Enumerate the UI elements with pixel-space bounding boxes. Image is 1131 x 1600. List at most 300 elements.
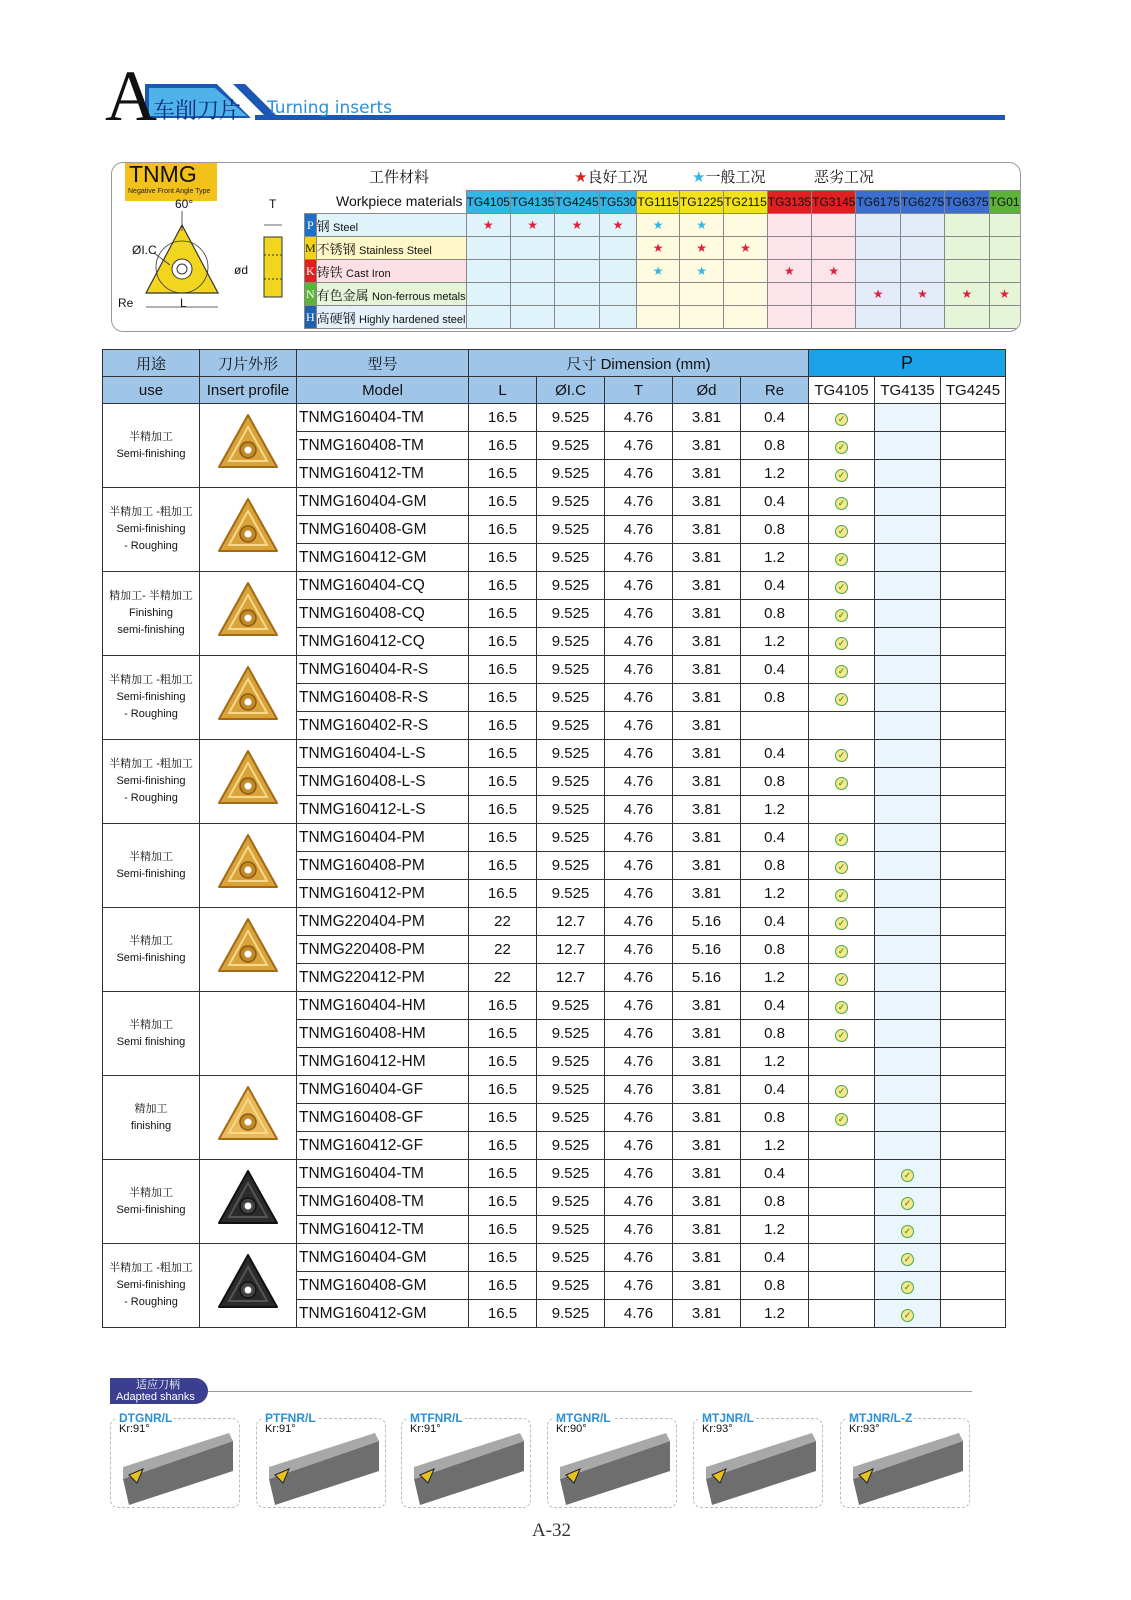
available-check-icon: ✓ bbox=[835, 1001, 848, 1014]
dim-ic-cell: 9.525 bbox=[537, 432, 605, 460]
grade-availability-cell bbox=[941, 1020, 1006, 1048]
dim-d-cell: 3.81 bbox=[673, 1048, 741, 1076]
material-letter: H bbox=[305, 306, 317, 329]
material-grade-cell bbox=[724, 306, 767, 329]
table-row bbox=[103, 488, 1006, 516]
dim-L-cell: 16.5 bbox=[469, 1048, 537, 1076]
model-cell: TNMG160404-GM bbox=[297, 488, 469, 516]
grade-availability-cell bbox=[941, 768, 1006, 796]
dim-L-cell: 16.5 bbox=[469, 824, 537, 852]
header-use-cn: 用途 bbox=[103, 350, 200, 377]
dim-ic-cell: 9.525 bbox=[537, 740, 605, 768]
dim-t-cell: 4.76 bbox=[605, 1244, 673, 1272]
legend-bad: 恶劣工况 bbox=[814, 169, 875, 186]
legend-general: ★一般工况 bbox=[692, 169, 766, 186]
grade-header: TG6175 bbox=[856, 191, 900, 214]
grade-availability-cell bbox=[941, 964, 1006, 992]
dim-re-cell: 0.8 bbox=[741, 432, 809, 460]
good-condition-star-icon: ★ bbox=[571, 218, 583, 232]
dim-re-cell: 0.4 bbox=[741, 488, 809, 516]
dim-ic-cell: 9.525 bbox=[537, 880, 605, 908]
grade-availability-cell bbox=[809, 684, 875, 712]
dim-d-cell: 3.81 bbox=[673, 600, 741, 628]
grade-availability-cell bbox=[941, 1132, 1006, 1160]
use-label: 半精加工 bbox=[129, 850, 173, 863]
grade-availability-cell bbox=[941, 404, 1006, 432]
model-cell: TNMG160404-GM bbox=[297, 1244, 469, 1272]
dim-t-cell: 4.76 bbox=[605, 992, 673, 1020]
dim-re-cell: 0.4 bbox=[741, 404, 809, 432]
material-name-en: Stainless Steel bbox=[359, 244, 432, 257]
material-row bbox=[305, 237, 1021, 260]
use-cell bbox=[103, 1160, 200, 1244]
material-grade-cell bbox=[900, 214, 944, 237]
dim-re-cell: 1.2 bbox=[741, 1300, 809, 1328]
grade-availability-cell bbox=[941, 1188, 1006, 1216]
available-check-icon: ✓ bbox=[835, 973, 848, 986]
material-grade-cell bbox=[989, 260, 1020, 283]
header-grade: TG4105 bbox=[809, 377, 875, 404]
grade-availability-cell bbox=[875, 460, 941, 488]
shank-kr: Kr:90° bbox=[556, 1423, 587, 1435]
insert-profile-cell bbox=[200, 656, 297, 740]
table-row bbox=[103, 1244, 1006, 1272]
material-row bbox=[305, 306, 1021, 329]
material-letter: P bbox=[305, 214, 317, 237]
available-check-icon: ✓ bbox=[835, 1113, 848, 1126]
material-grade-cell bbox=[945, 260, 989, 283]
grade-availability-cell bbox=[809, 404, 875, 432]
dim-d-cell: 3.81 bbox=[673, 684, 741, 712]
grade-availability-cell bbox=[809, 460, 875, 488]
grade-availability-cell bbox=[875, 1076, 941, 1104]
material-grade-cell bbox=[599, 237, 637, 260]
use-label: - Roughing bbox=[124, 1296, 178, 1308]
model-cell: TNMG160404-GF bbox=[297, 1076, 469, 1104]
material-grade-cell bbox=[555, 237, 599, 260]
material-grade-cell bbox=[599, 214, 637, 237]
available-check-icon: ✓ bbox=[835, 945, 848, 958]
insert-profile-cell bbox=[200, 1076, 297, 1160]
good-condition-star-icon: ★ bbox=[482, 218, 494, 232]
material-grade-cell bbox=[555, 260, 599, 283]
material-grade-cell bbox=[856, 260, 900, 283]
dim-L-cell: 16.5 bbox=[469, 1104, 537, 1132]
shank-kr: Kr:91° bbox=[265, 1423, 296, 1435]
dim-L-cell: 16.5 bbox=[469, 1300, 537, 1328]
available-check-icon: ✓ bbox=[835, 861, 848, 874]
grade-availability-cell bbox=[809, 1132, 875, 1160]
available-check-icon: ✓ bbox=[835, 637, 848, 650]
shank-name: DTGNR/L bbox=[119, 1411, 173, 1425]
grade-availability-cell bbox=[941, 488, 1006, 516]
dim-ic-cell: 9.525 bbox=[537, 404, 605, 432]
material-grade-cell bbox=[679, 237, 723, 260]
dim-d-cell: 5.16 bbox=[673, 936, 741, 964]
dim-L-cell: 16.5 bbox=[469, 1216, 537, 1244]
use-label: Semi-finishing bbox=[116, 775, 186, 787]
grade-availability-cell bbox=[875, 1020, 941, 1048]
grade-availability-cell bbox=[875, 880, 941, 908]
material-grade-cell bbox=[510, 283, 554, 306]
available-check-icon: ✓ bbox=[835, 413, 848, 426]
material-grade-cell bbox=[637, 214, 680, 237]
dim-d-cell: 3.81 bbox=[673, 656, 741, 684]
model-cell: TNMG160412-GM bbox=[297, 544, 469, 572]
material-grade-cell bbox=[812, 214, 856, 237]
dim-t-cell: 4.76 bbox=[605, 572, 673, 600]
grade-availability-cell bbox=[941, 544, 1006, 572]
material-grade-cell bbox=[767, 237, 811, 260]
material-name bbox=[316, 237, 466, 260]
dim-t-cell: 4.76 bbox=[605, 1048, 673, 1076]
material-grade-cell bbox=[679, 283, 723, 306]
dim-L-cell: 16.5 bbox=[469, 1244, 537, 1272]
material-grade-cell bbox=[767, 283, 811, 306]
use-label: finishing bbox=[130, 1119, 172, 1132]
shanks-label-cn: 适应刀柄 bbox=[136, 1379, 180, 1391]
available-check-icon: ✓ bbox=[835, 693, 848, 706]
grade-availability-cell bbox=[875, 432, 941, 460]
dim-t-cell: 4.76 bbox=[605, 1216, 673, 1244]
model-cell: TNMG160408-HM bbox=[297, 1020, 469, 1048]
dim-ic-cell: 9.525 bbox=[537, 852, 605, 880]
dim-ic-cell: 9.525 bbox=[537, 1020, 605, 1048]
dim-t-cell: 4.76 bbox=[605, 1104, 673, 1132]
dim-t-cell: 4.76 bbox=[605, 1132, 673, 1160]
use-label: 半精加工 -粗加工 bbox=[109, 506, 193, 518]
table-row bbox=[103, 1160, 1006, 1188]
dim-t-cell: 4.76 bbox=[605, 712, 673, 740]
header-profile-en: Insert profile bbox=[200, 377, 297, 404]
material-grade-cell bbox=[767, 306, 811, 329]
grade-availability-cell bbox=[941, 628, 1006, 656]
model-cell: TNMG160404-TM bbox=[297, 404, 469, 432]
material-grade-cell bbox=[856, 214, 900, 237]
available-check-icon: ✓ bbox=[835, 553, 848, 566]
dim-d-cell: 3.81 bbox=[673, 544, 741, 572]
insert-profile-cell bbox=[200, 488, 297, 572]
use-cell bbox=[103, 740, 200, 824]
material-grade-cell bbox=[599, 260, 637, 283]
material-grade-cell bbox=[767, 214, 811, 237]
grade-availability-cell bbox=[809, 1300, 875, 1328]
model-cell: TNMG160404-HM bbox=[297, 992, 469, 1020]
dim-re-cell: 0.8 bbox=[741, 600, 809, 628]
shank-card[interactable] bbox=[110, 1411, 240, 1508]
dim-ic-cell: 9.525 bbox=[537, 1104, 605, 1132]
dim-d-cell: 5.16 bbox=[673, 964, 741, 992]
gold-insert-icon bbox=[213, 829, 283, 899]
grade-header: TG4245 bbox=[555, 191, 599, 214]
dim-angle: 60° bbox=[175, 197, 194, 211]
dim-ic-cell: 9.525 bbox=[537, 684, 605, 712]
dim-re-cell: 1.2 bbox=[741, 964, 809, 992]
model-cell: TNMG160404-L-S bbox=[297, 740, 469, 768]
grade-availability-cell bbox=[875, 712, 941, 740]
material-name-en: Highly hardened steel bbox=[359, 313, 466, 326]
dim-re-cell: 0.4 bbox=[741, 656, 809, 684]
grade-availability-cell bbox=[809, 880, 875, 908]
dim-d-cell: 3.81 bbox=[673, 1160, 741, 1188]
dim-d-cell: 3.81 bbox=[673, 628, 741, 656]
use-label: - Roughing bbox=[124, 708, 178, 720]
grade-availability-cell bbox=[809, 740, 875, 768]
dim-L-cell: 16.5 bbox=[469, 1132, 537, 1160]
dim-re-cell: 1.2 bbox=[741, 1216, 809, 1244]
dim-re-cell: 0.8 bbox=[741, 1104, 809, 1132]
material-grade-cell bbox=[900, 306, 944, 329]
shank-card[interactable] bbox=[840, 1411, 970, 1508]
use-label: semi-finishing bbox=[117, 624, 185, 636]
dim-re-cell: 0.8 bbox=[741, 516, 809, 544]
grade-header: TG6275 bbox=[900, 191, 944, 214]
use-cell bbox=[103, 572, 200, 656]
table-row bbox=[103, 740, 1006, 768]
model-cell: TNMG160412-HM bbox=[297, 1048, 469, 1076]
material-grade-cell bbox=[856, 237, 900, 260]
header-use-en: use bbox=[103, 377, 200, 404]
grade-availability-cell bbox=[809, 1104, 875, 1132]
grade-header: TG4105 bbox=[466, 191, 510, 214]
material-grade-cell bbox=[900, 283, 944, 306]
material-grade-cell bbox=[599, 283, 637, 306]
material-grade-cell bbox=[900, 237, 944, 260]
header-graphic bbox=[105, 66, 1030, 130]
material-grade-cell bbox=[724, 214, 767, 237]
dim-ic-cell: 9.525 bbox=[537, 1188, 605, 1216]
good-condition-star-icon: ★ bbox=[917, 287, 928, 301]
dim-ic-cell: 9.525 bbox=[537, 824, 605, 852]
grade-availability-cell bbox=[875, 740, 941, 768]
dim-re-cell: 0.8 bbox=[741, 1188, 809, 1216]
dim-L-cell: 16.5 bbox=[469, 488, 537, 516]
gold-insert-icon bbox=[213, 913, 283, 983]
header-grade: TG4245 bbox=[941, 377, 1006, 404]
dim-ic-cell: 9.525 bbox=[537, 544, 605, 572]
dim-d-cell: 3.81 bbox=[673, 1272, 741, 1300]
dim-ic-cell: 9.525 bbox=[537, 1160, 605, 1188]
model-cell: TNMG160408-R-S bbox=[297, 684, 469, 712]
shank-card[interactable] bbox=[693, 1411, 823, 1508]
model-cell: TNMG160408-GM bbox=[297, 516, 469, 544]
dim-L-cell: 16.5 bbox=[469, 1160, 537, 1188]
dim-t-cell: 4.76 bbox=[605, 600, 673, 628]
grade-availability-cell bbox=[875, 992, 941, 1020]
use-cell bbox=[103, 1076, 200, 1160]
material-row bbox=[305, 283, 1021, 306]
available-check-icon: ✓ bbox=[835, 889, 848, 902]
dim-d-cell: 3.81 bbox=[673, 1188, 741, 1216]
grade-availability-cell bbox=[875, 572, 941, 600]
material-grade-cell bbox=[812, 283, 856, 306]
grade-availability-cell bbox=[941, 600, 1006, 628]
grade-availability-cell bbox=[941, 1300, 1006, 1328]
material-name bbox=[316, 214, 466, 237]
material-grade-cell bbox=[945, 283, 989, 306]
use-label: - Roughing bbox=[124, 540, 178, 552]
material-name-en: Cast Iron bbox=[346, 267, 391, 280]
material-grade-cell bbox=[555, 283, 599, 306]
shank-kr: Kr:91° bbox=[410, 1423, 441, 1435]
dim-ic-cell: 9.525 bbox=[537, 1132, 605, 1160]
use-label: Semi-finishing bbox=[116, 691, 186, 703]
dim-d-cell: 3.81 bbox=[673, 712, 741, 740]
dim-re-cell: 1.2 bbox=[741, 544, 809, 572]
model-cell: TNMG220404-PM bbox=[297, 908, 469, 936]
grade-availability-cell bbox=[875, 404, 941, 432]
grade-header: TG01 bbox=[989, 191, 1020, 214]
grade-availability-cell bbox=[809, 572, 875, 600]
material-name bbox=[316, 283, 466, 306]
grade-header: TG1225 bbox=[679, 191, 723, 214]
grade-availability-cell bbox=[875, 656, 941, 684]
dim-d-cell: 3.81 bbox=[673, 1076, 741, 1104]
insert-profile-cell bbox=[200, 992, 297, 1076]
header-l: L bbox=[469, 377, 537, 404]
dim-L-cell: 16.5 bbox=[469, 1272, 537, 1300]
dim-re-cell: 1.2 bbox=[741, 628, 809, 656]
legend-good-label: 良好工况 bbox=[587, 169, 648, 186]
grade-availability-cell bbox=[941, 936, 1006, 964]
material-letter: K bbox=[305, 260, 317, 283]
dim-re-cell: 0.8 bbox=[741, 768, 809, 796]
good-condition-star-icon: ★ bbox=[612, 218, 624, 232]
materials-table bbox=[304, 190, 1021, 329]
use-cell bbox=[103, 824, 200, 908]
insert-profile-cell bbox=[200, 404, 297, 488]
dim-ic-cell: 9.525 bbox=[537, 1216, 605, 1244]
good-condition-star-icon: ★ bbox=[961, 287, 973, 301]
grade-availability-cell bbox=[809, 628, 875, 656]
section-title-cn: 车削刀片 bbox=[153, 99, 242, 124]
dim-re-cell: 1.2 bbox=[741, 796, 809, 824]
grade-availability-cell bbox=[941, 1216, 1006, 1244]
header-model-en: Model bbox=[297, 377, 469, 404]
dim-ic-cell: 9.525 bbox=[537, 1272, 605, 1300]
dim-t-cell: 4.76 bbox=[605, 544, 673, 572]
dim-ic-cell: 9.525 bbox=[537, 1048, 605, 1076]
materials-head-en: Workpiece materials bbox=[336, 193, 463, 209]
grade-availability-cell bbox=[875, 544, 941, 572]
model-cell: TNMG160408-L-S bbox=[297, 768, 469, 796]
dim-ic-cell: 12.7 bbox=[537, 936, 605, 964]
grade-availability-cell bbox=[875, 684, 941, 712]
gold-insert-icon bbox=[213, 577, 283, 647]
dim-t-cell: 4.76 bbox=[605, 1020, 673, 1048]
dim-t-cell: 4.76 bbox=[605, 684, 673, 712]
insert-profile-cell bbox=[200, 1244, 297, 1328]
grade-availability-cell bbox=[809, 964, 875, 992]
material-grade-cell bbox=[945, 214, 989, 237]
shank-card[interactable] bbox=[547, 1411, 677, 1508]
available-check-icon: ✓ bbox=[835, 441, 848, 454]
grade-availability-cell bbox=[941, 880, 1006, 908]
grade-availability-cell bbox=[875, 964, 941, 992]
dim-L-cell: 16.5 bbox=[469, 1188, 537, 1216]
dim-d-cell: 3.81 bbox=[673, 1216, 741, 1244]
use-label: Finishing bbox=[128, 607, 174, 619]
gold-insert-icon bbox=[213, 493, 283, 563]
grade-availability-cell bbox=[809, 488, 875, 516]
grade-availability-cell bbox=[809, 992, 875, 1020]
available-check-icon: ✓ bbox=[901, 1309, 914, 1322]
grade-availability-cell bbox=[875, 908, 941, 936]
material-grade-cell bbox=[555, 306, 599, 329]
dim-t-cell: 4.76 bbox=[605, 1160, 673, 1188]
shank-card[interactable] bbox=[401, 1411, 531, 1508]
shank-card[interactable] bbox=[256, 1411, 386, 1508]
insert-info-box bbox=[111, 162, 1021, 332]
material-name-cn: 不锈钢 bbox=[316, 241, 356, 257]
grade-availability-cell bbox=[809, 1188, 875, 1216]
material-grade-cell bbox=[637, 306, 680, 329]
gold-insert-icon bbox=[213, 745, 283, 815]
page-number: A-32 bbox=[532, 1520, 572, 1541]
grade-availability-cell bbox=[809, 1020, 875, 1048]
available-check-icon: ✓ bbox=[835, 497, 848, 510]
table-row bbox=[103, 824, 1006, 852]
material-grade-cell bbox=[679, 214, 723, 237]
use-label: 半精加工 bbox=[129, 1018, 173, 1031]
material-grade-cell bbox=[466, 214, 510, 237]
grade-availability-cell bbox=[875, 936, 941, 964]
dim-ic-cell: 9.525 bbox=[537, 628, 605, 656]
dim-d-cell: 3.81 bbox=[673, 404, 741, 432]
grade-availability-cell bbox=[809, 1160, 875, 1188]
dim-re-cell bbox=[741, 712, 809, 740]
material-name bbox=[316, 306, 466, 329]
grade-availability-cell bbox=[941, 908, 1006, 936]
grade-availability-cell bbox=[941, 992, 1006, 1020]
grade-header: TG3135 bbox=[767, 191, 811, 214]
model-cell: TNMG160408-TM bbox=[297, 432, 469, 460]
section-letter: A bbox=[105, 56, 157, 136]
dim-L-cell: 16.5 bbox=[469, 544, 537, 572]
material-name-cn: 铸铁 bbox=[316, 264, 343, 280]
legend-general-label: 一般工况 bbox=[705, 169, 766, 186]
grade-availability-cell bbox=[941, 796, 1006, 824]
grade-availability-cell bbox=[875, 824, 941, 852]
dim-ic-cell: 9.525 bbox=[537, 600, 605, 628]
grade-availability-cell bbox=[809, 656, 875, 684]
use-label: - Roughing bbox=[124, 792, 178, 804]
material-grade-cell bbox=[679, 306, 723, 329]
dim-L-cell: 22 bbox=[469, 964, 537, 992]
grade-availability-cell bbox=[875, 1216, 941, 1244]
grade-availability-cell bbox=[809, 600, 875, 628]
dim-t-cell: 4.76 bbox=[605, 460, 673, 488]
dim-re-cell: 0.4 bbox=[741, 572, 809, 600]
material-grade-cell bbox=[637, 260, 680, 283]
grade-availability-cell bbox=[875, 628, 941, 656]
use-label: Semi-finishing bbox=[116, 951, 186, 964]
dim-t-cell: 4.76 bbox=[605, 740, 673, 768]
gold-insert-icon bbox=[213, 409, 283, 479]
grade-availability-cell bbox=[809, 852, 875, 880]
dim-d-cell: 3.81 bbox=[673, 1244, 741, 1272]
dim-d: ød bbox=[234, 263, 249, 277]
material-grade-cell bbox=[466, 283, 510, 306]
dim-t: T bbox=[269, 197, 277, 211]
grade-availability-cell bbox=[941, 684, 1006, 712]
available-check-icon: ✓ bbox=[901, 1225, 914, 1238]
grade-availability-cell bbox=[809, 544, 875, 572]
available-check-icon: ✓ bbox=[835, 665, 848, 678]
material-grade-cell bbox=[599, 306, 637, 329]
dim-t-cell: 4.76 bbox=[605, 1272, 673, 1300]
grade-availability-cell bbox=[875, 1104, 941, 1132]
